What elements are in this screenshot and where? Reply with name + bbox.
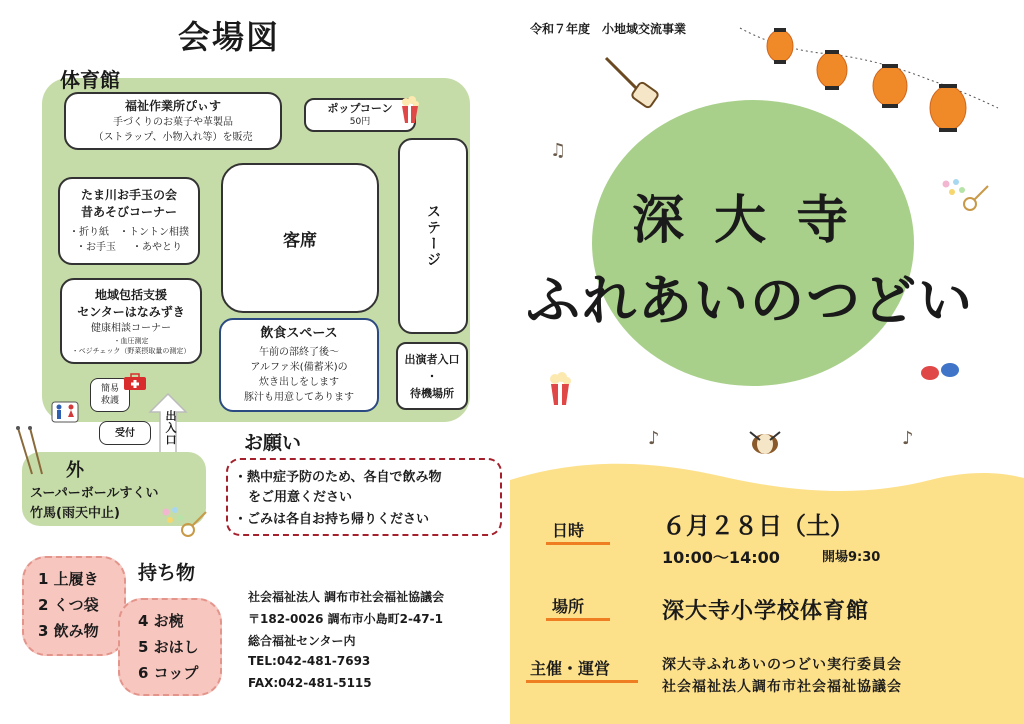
tamagawa-item-sumo: ・トントン相撲 [119, 227, 189, 238]
food-space [219, 318, 379, 412]
outside-line2: 竹馬(雨天中止) [30, 506, 120, 521]
popcorn-icon [400, 96, 420, 124]
contact-line1: 社会福祉法人 調布市社会福祉協議会 [248, 590, 445, 604]
chiiki-booth [60, 278, 202, 364]
event-host2: 社会福祉法人調布市社会福祉協議会 [662, 679, 902, 695]
popcorn-icon [548, 372, 572, 406]
performers-line2: ・ [426, 369, 438, 383]
fukushi-booth [64, 92, 282, 150]
event-time: 10:00～14:00 [662, 548, 780, 567]
contact-line3: 総合福祉センター内 [248, 634, 356, 648]
music-note-icon: ♫ [550, 140, 567, 161]
drum-icon [748, 430, 782, 456]
first-aid-kit-icon [124, 374, 146, 390]
performers-entrance [396, 342, 468, 410]
event-place: 深大寺小学校体育館 [662, 599, 870, 624]
food-line2: アルファ米(備蓄米)の [250, 362, 348, 373]
belongings-item-3: 3 飲み物 [38, 622, 99, 640]
first-aid-line2: 救護 [100, 396, 119, 406]
tamagawa-item-origami: ・折り紙 [69, 227, 109, 238]
event-open: 開場9:30 [822, 550, 881, 565]
seating-label: 客席 [283, 230, 317, 251]
belongings-item-1: 1 上履き [38, 570, 99, 588]
event-host1: 深大寺ふれあいのつどい実行委員会 [662, 657, 902, 673]
request-title: お願い [244, 432, 302, 454]
belongings-item-2: 2 くつ袋 [38, 596, 99, 614]
super-ball-scoop-icon [940, 178, 990, 214]
event-header: 令和７年度 小地域交流事業 [530, 22, 687, 36]
belongings-item-4: 4 お椀 [138, 612, 184, 630]
chiiki-item2: ・ベジチェック（野菜摂取量の測定） [71, 346, 191, 355]
belongings-item-5: 5 おはし [138, 638, 199, 656]
food-title: 飲食スペース [260, 326, 338, 341]
restroom-icon [52, 402, 78, 422]
food-line1: 午前の部終了後～ [259, 347, 339, 358]
popcorn-price: 50円 [349, 117, 371, 127]
otedama-icon [920, 360, 962, 382]
fukushi-title: 福祉作業所ぴぃす [124, 98, 221, 113]
tamagawa-item-otedama: ・お手玉 [76, 242, 116, 253]
request-line1: ・熱中症予防のため、各自で飲み物 [234, 470, 442, 485]
event-title-line1: 深 大 寺 [632, 191, 855, 251]
date-label-underline [546, 542, 610, 545]
chiiki-title2: センターはなみずき [77, 304, 185, 319]
event-title-line2: ふれあいのつどい [526, 269, 974, 332]
host-label: 主催・運営 [530, 659, 611, 678]
place-label-underline [546, 618, 610, 621]
belongings-title: 持ち物 [138, 562, 196, 584]
request-line3: ・ごみは各自お持ち帰りください [234, 512, 430, 527]
tamagawa-title2: 昔あそびコーナー [80, 205, 177, 219]
contact-fax: FAX:042-481-5115 [248, 676, 372, 690]
contact-line2: 〒182-0026 調布市小島町2-47-1 [248, 612, 443, 626]
shamisen-icon [604, 56, 662, 108]
music-note-icon: ♪ [902, 428, 914, 449]
popcorn-title: ポップコーン [327, 102, 393, 115]
request-line2: をご用意ください [248, 490, 353, 505]
event-date: ６月２８日（土） [662, 512, 854, 540]
contact-tel: TEL:042-481-7693 [248, 654, 371, 668]
chiiki-title3: 健康相談コーナー [91, 322, 171, 334]
food-line3: 炊き出しをします [259, 377, 339, 388]
stilts-icon [14, 426, 44, 476]
music-note-icon: ♪ [648, 428, 660, 449]
belongings-item-6: 6 コップ [138, 664, 199, 682]
outside-line1: スーパーボールすくい [30, 486, 159, 501]
tamagawa-booth [58, 177, 200, 265]
fukushi-line1: 手づくりのお菓子や革製品 [113, 116, 233, 128]
seating-area [221, 163, 379, 313]
outside-title: 外 [66, 460, 84, 481]
chiiki-item1: ・血圧測定 [113, 336, 149, 345]
performers-line3: 待機場所 [410, 386, 454, 400]
first-aid-line1: 簡易 [100, 384, 119, 394]
food-line4: 豚汁も用意してあります [244, 392, 354, 403]
tamagawa-item-ayatori: ・あやとり [132, 242, 182, 253]
reception-label: 受付 [115, 427, 135, 439]
stage-label: ステージ [425, 204, 441, 268]
date-label: 日時 [552, 521, 585, 540]
super-ball-scoop-icon [160, 506, 208, 540]
entrance-label: 出入口 [164, 410, 177, 446]
chiiki-title1: 地域包括支援 [94, 287, 167, 302]
tamagawa-title1: たま川お手玉の会 [80, 188, 177, 202]
host-label-underline [526, 680, 638, 683]
map-title: 会場図 [178, 18, 281, 56]
fukushi-line2: （ストラップ、小物入れ等）を販売 [93, 131, 253, 143]
performers-line1: 出演者入口 [404, 352, 460, 366]
gym-label: 体育館 [60, 68, 120, 92]
reception [99, 421, 151, 445]
stage-area [398, 138, 468, 334]
place-label: 場所 [552, 597, 585, 616]
